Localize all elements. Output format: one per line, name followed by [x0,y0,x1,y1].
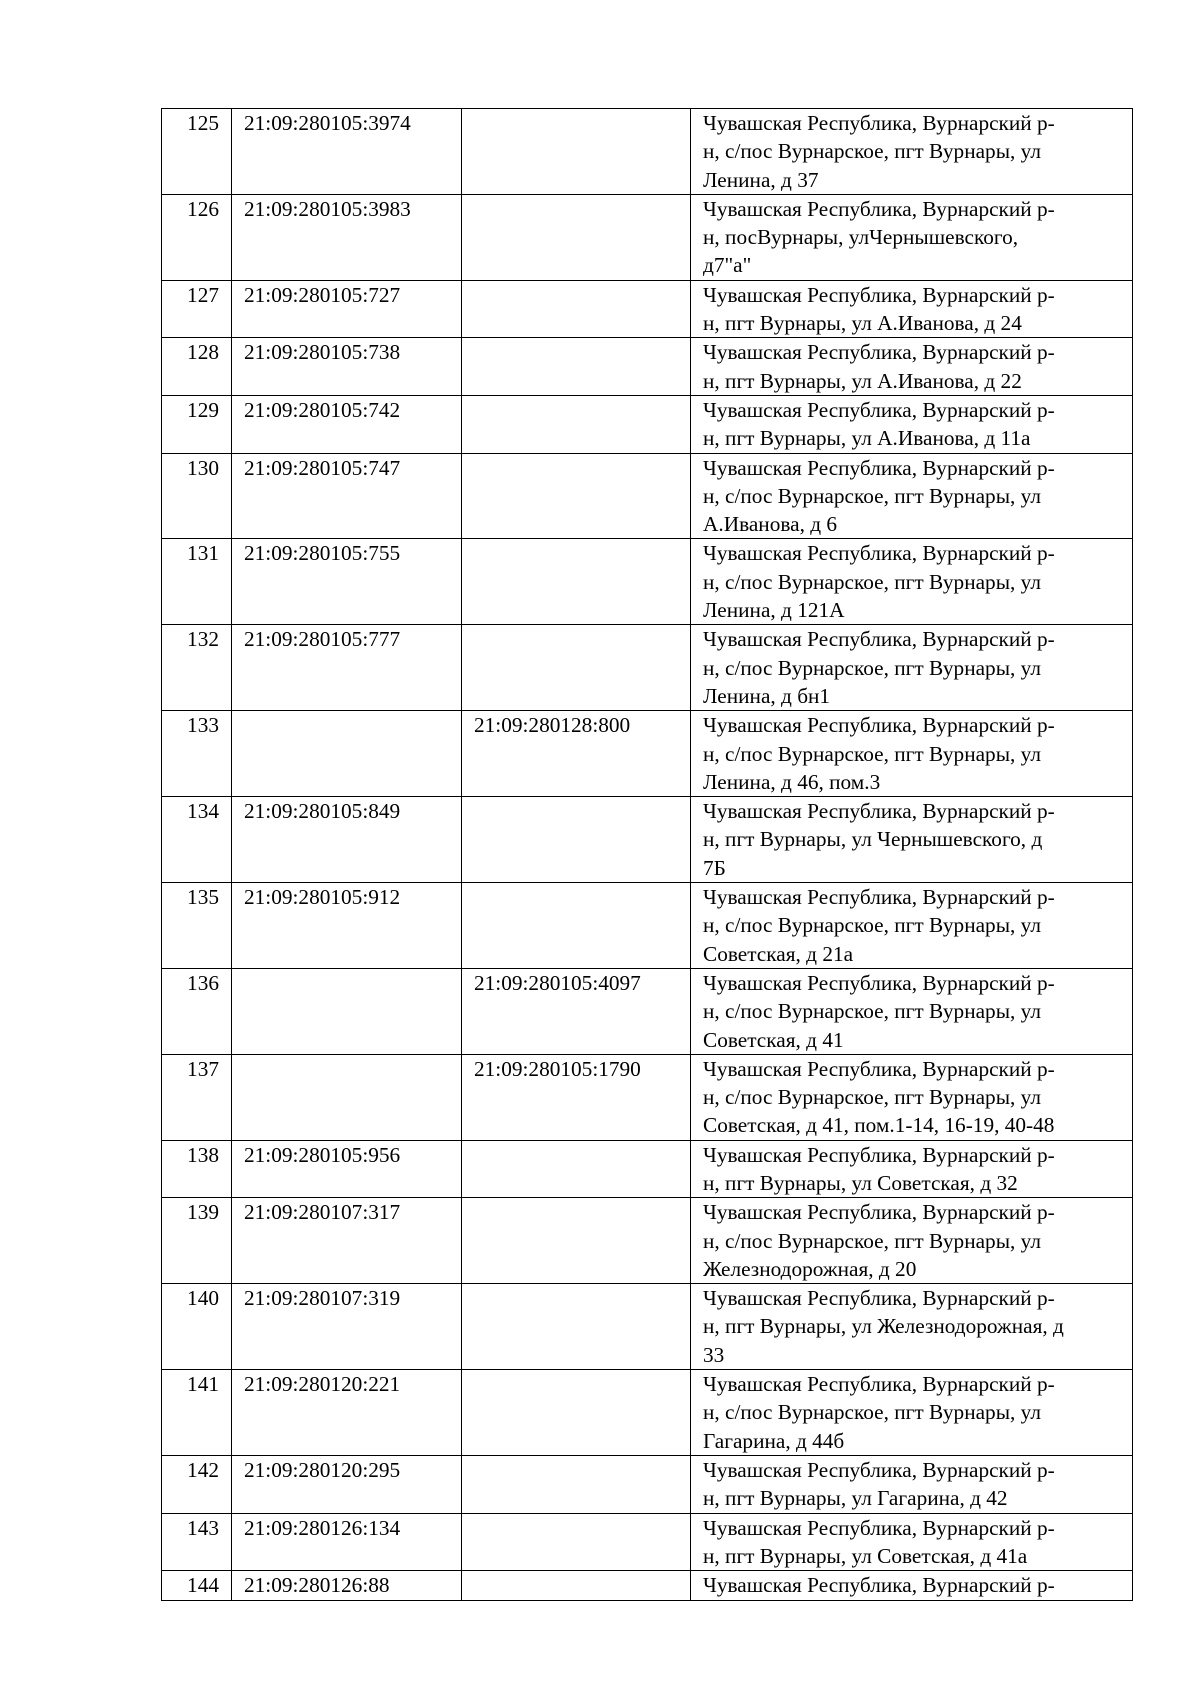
premises-cadastral-number-cell: 21:09:280128:800 [462,711,691,797]
table-row [162,1513,1133,1571]
premises-cadastral-number-cell [462,1370,691,1456]
cadastral-registry-table [161,108,1133,1601]
address-line: д7"а" [703,253,752,278]
address-line: н, с/пос Вурнарское, пгт Вурнары, ул [703,913,1041,938]
address-line: н, пгт Вурнары, ул Железнодорожная, д [703,1314,1064,1339]
address-line: Чувашская Республика, Вурнарский р- [703,627,1055,652]
row-number-cell: 136 [162,968,232,1054]
row-number-cell: 142 [162,1455,232,1513]
cadastral-number-cell: 21:09:280105:747 [232,453,462,539]
cadastral-number-cell [232,968,462,1054]
address-line: Чувашская Республика, Вурнарский р- [703,1200,1055,1225]
row-number-cell: 126 [162,194,232,280]
row-number-cell: 137 [162,1054,232,1140]
row-number-cell: 138 [162,1140,232,1198]
row-number-cell: 134 [162,797,232,883]
address-line: н, пгт Вурнары, ул Советская, д 32 [703,1170,1018,1195]
premises-cadastral-number-cell [462,797,691,883]
table-row [162,968,1133,1054]
row-number-cell: 135 [162,883,232,969]
address-line: Чувашская Республика, Вурнарский р- [703,799,1055,824]
address-line: н, пгт Вурнары, ул А.Иванова, д 11а [703,426,1031,451]
table-row [162,1054,1133,1140]
cadastral-number-cell: 21:09:280107:317 [232,1198,462,1284]
address-line: н, с/пос Вурнарское, пгт Вурнары, ул [703,569,1041,594]
address-cell [691,453,1133,539]
address-line: н, с/пос Вурнарское, пгт Вурнары, ул [703,741,1041,766]
address-line: Чувашская Республика, Вурнарский р- [703,1286,1055,1311]
premises-cadastral-number-cell [462,1198,691,1284]
address-line: н, с/пос Вурнарское, пгт Вурнары, ул [703,999,1041,1024]
address-line: Чувашская Республика, Вурнарский р- [703,196,1055,221]
row-number-cell: 128 [162,338,232,396]
premises-cadastral-number-cell [462,1455,691,1513]
address-cell [691,968,1133,1054]
table-row [162,797,1133,883]
cadastral-number-cell: 21:09:280105:3974 [232,109,462,195]
table-row [162,539,1133,625]
table-row [162,711,1133,797]
cadastral-number-cell: 21:09:280105:727 [232,280,462,338]
address-cell [691,338,1133,396]
premises-cadastral-number-cell [462,1284,691,1370]
address-line: н, с/пос Вурнарское, пгт Вурнары, ул [703,1400,1041,1425]
address-line: н, посВурнары, улЧернышевского, [703,225,1019,250]
row-number-cell: 132 [162,625,232,711]
cadastral-number-cell: 21:09:280120:295 [232,1455,462,1513]
table-row [162,338,1133,396]
cadastral-number-cell: 21:09:280105:777 [232,625,462,711]
address-line: н, пгт Вурнары, ул Советская, д 41а [703,1543,1028,1568]
address-cell [691,1455,1133,1513]
table-row [162,883,1133,969]
address-line: Чувашская Республика, Вурнарский р- [703,970,1055,995]
row-number-cell: 139 [162,1198,232,1284]
address-line: н, с/пос Вурнарское, пгт Вурнары, ул [703,655,1041,680]
table-row [162,280,1133,338]
table-row [162,1284,1133,1370]
cadastral-number-cell: 21:09:280107:319 [232,1284,462,1370]
premises-cadastral-number-cell [462,109,691,195]
address-cell [691,797,1133,883]
table-row [162,1198,1133,1284]
address-line: Советская, д 41, пом.1-14, 16-19, 40-48 [703,1113,1055,1138]
address-line: Чувашская Республика, Вурнарский р- [703,1056,1055,1081]
cadastral-number-cell: 21:09:280120:221 [232,1370,462,1456]
premises-cadastral-number-cell [462,539,691,625]
address-line: 7Б [703,855,726,880]
cadastral-number-cell: 21:09:280105:956 [232,1140,462,1198]
address-line: Чувашская Республика, Вурнарский р- [703,1515,1055,1540]
address-cell [691,280,1133,338]
table-row [162,1140,1133,1198]
row-number-cell: 144 [162,1571,232,1601]
address-cell [691,711,1133,797]
address-cell [691,1140,1133,1198]
address-line: н, пгт Вурнары, ул А.Иванова, д 22 [703,368,1022,393]
address-cell [691,625,1133,711]
address-line: Чувашская Республика, Вурнарский р- [703,713,1055,738]
premises-cadastral-number-cell [462,1513,691,1571]
address-line: н, с/пос Вурнарское, пгт Вурнары, ул [703,483,1041,508]
cadastral-number-cell: 21:09:280126:134 [232,1513,462,1571]
address-line: Ленина, д 46, пом.3 [703,769,881,794]
address-line: Чувашская Республика, Вурнарский р- [703,282,1055,307]
cadastral-number-cell [232,1054,462,1140]
premises-cadastral-number-cell [462,280,691,338]
row-number-cell: 140 [162,1284,232,1370]
premises-cadastral-number-cell [462,883,691,969]
row-number-cell: 125 [162,109,232,195]
table-row [162,194,1133,280]
address-line: Чувашская Республика, Вурнарский р- [703,541,1055,566]
address-cell [691,1513,1133,1571]
row-number-cell: 133 [162,711,232,797]
address-line: н, пгт Вурнары, ул А.Иванова, д 24 [703,311,1022,336]
premises-cadastral-number-cell [462,194,691,280]
cadastral-number-cell: 21:09:280105:755 [232,539,462,625]
table-row [162,453,1133,539]
table-row [162,395,1133,453]
address-line: Чувашская Республика, Вурнарский р- [703,1142,1055,1167]
address-line: Чувашская Республика, Вурнарский р- [703,885,1055,910]
cadastral-number-cell: 21:09:280126:88 [232,1571,462,1601]
address-line: Железнодорожная, д 20 [703,1256,917,1281]
premises-cadastral-number-cell [462,625,691,711]
address-line: Ленина, д 37 [703,167,819,192]
address-line: Чувашская Республика, Вурнарский р- [703,111,1055,135]
address-cell [691,395,1133,453]
address-line: Чувашская Республика, Вурнарский р- [703,1573,1055,1598]
address-line: 33 [703,1342,725,1367]
premises-cadastral-number-cell [462,453,691,539]
address-cell [691,539,1133,625]
address-line: Чувашская Республика, Вурнарский р- [703,455,1055,480]
cadastral-number-cell: 21:09:280105:912 [232,883,462,969]
row-number-cell: 143 [162,1513,232,1571]
table-row [162,1455,1133,1513]
address-line: н, пгт Вурнары, ул Чернышевского, д [703,827,1043,852]
row-number-cell: 141 [162,1370,232,1456]
address-line: н, с/пос Вурнарское, пгт Вурнары, ул [703,1085,1041,1110]
premises-cadastral-number-cell: 21:09:280105:4097 [462,968,691,1054]
row-number-cell: 127 [162,280,232,338]
premises-cadastral-number-cell [462,1140,691,1198]
address-line: н, с/пос Вурнарское, пгт Вурнары, ул [703,139,1041,164]
table-row [162,625,1133,711]
address-cell [691,1571,1133,1601]
address-line: Ленина, д 121А [703,598,845,623]
premises-cadastral-number-cell [462,338,691,396]
row-number-cell: 130 [162,453,232,539]
premises-cadastral-number-cell [462,1571,691,1601]
address-line: Чувашская Республика, Вурнарский р- [703,340,1055,365]
address-line: н, с/пос Вурнарское, пгт Вурнары, ул [703,1228,1041,1253]
address-cell [691,1370,1133,1456]
address-line: А.Иванова, д 6 [703,512,838,537]
premises-cadastral-number-cell: 21:09:280105:1790 [462,1054,691,1140]
address-cell [691,1284,1133,1370]
address-cell [691,1198,1133,1284]
address-cell [691,883,1133,969]
address-line: Гагарина, д 44б [703,1428,845,1453]
cadastral-number-cell: 21:09:280105:742 [232,395,462,453]
address-line: Чувашская Республика, Вурнарский р- [703,1372,1055,1397]
address-line: Советская, д 21а [703,941,854,966]
address-cell [691,109,1133,195]
address-line: Советская, д 41 [703,1027,844,1052]
registry-table-body [162,109,1133,1601]
address-line: н, пгт Вурнары, ул Гагарина, д 42 [703,1486,1008,1511]
table-row [162,109,1133,195]
table-row [162,1370,1133,1456]
table-row [162,1571,1133,1601]
cadastral-number-cell [232,711,462,797]
address-line: Чувашская Республика, Вурнарский р- [703,1457,1055,1482]
address-cell [691,194,1133,280]
cadastral-number-cell: 21:09:280105:738 [232,338,462,396]
address-line: Ленина, д бн1 [703,683,831,708]
address-line: Чувашская Республика, Вурнарский р- [703,397,1055,422]
premises-cadastral-number-cell [462,395,691,453]
row-number-cell: 131 [162,539,232,625]
row-number-cell: 129 [162,395,232,453]
address-cell [691,1054,1133,1140]
cadastral-number-cell: 21:09:280105:849 [232,797,462,883]
cadastral-number-cell: 21:09:280105:3983 [232,194,462,280]
